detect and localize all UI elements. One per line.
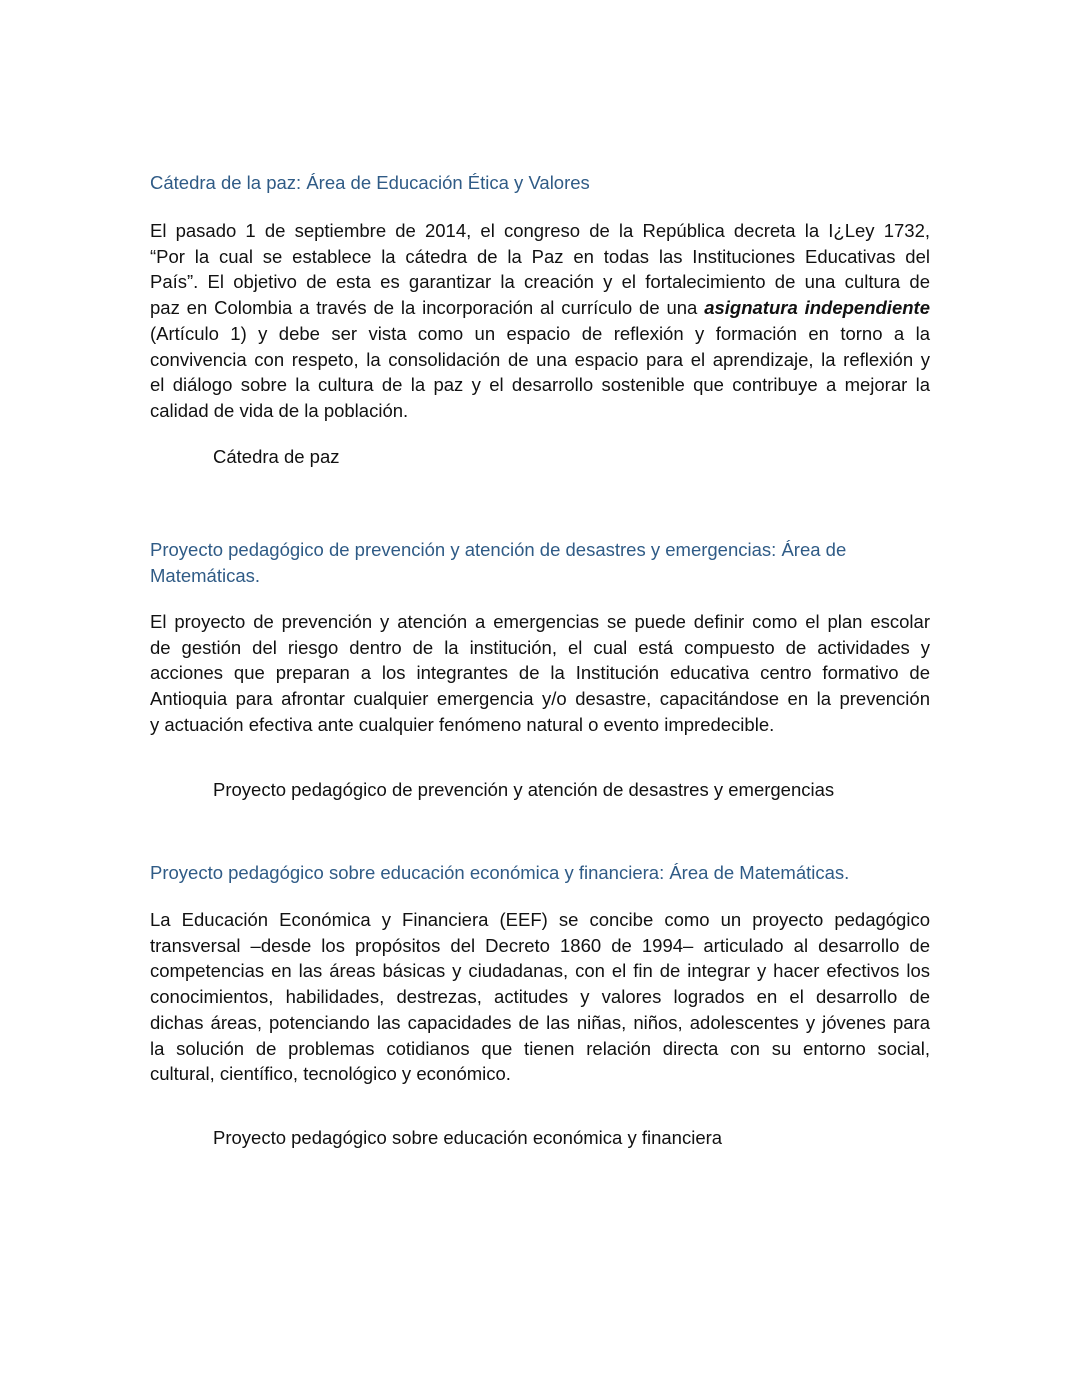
paragraph-line: convivencia con respeto, la consolidación de una espacio para el aprendizaje, la reflexión y bbox=[150, 348, 930, 370]
paragraph-line: cultural, científico, tecnológico y económico. bbox=[150, 1063, 511, 1085]
paragraph-line bbox=[150, 295, 930, 321]
heading-line: Matemáticas. bbox=[150, 564, 261, 586]
heading-line: Proyecto pedagógico sobre educación económica y financiera: Área de Matemáticas. bbox=[150, 862, 850, 883]
line-text: paz en Colombia a través de la incorporación al currículo de una bbox=[150, 297, 705, 319]
heading-line: Proyecto pedagógico de prevención y atención de desastres y emergencias: Área de bbox=[150, 539, 847, 560]
paragraph-line: competencias en las áreas básicas y ciudadanas, con el fin de integrar y hacer efectivos los bbox=[150, 960, 930, 982]
paragraph-line: de gestión del riesgo dentro de la institución, el cual está compuesto de actividades y bbox=[150, 636, 930, 658]
paragraph-catedra-paz bbox=[150, 218, 930, 424]
paragraph-line: la solución de problemas cotidianos que tienen relación directa con su entorno social, bbox=[150, 1037, 930, 1059]
heading-line: Cátedra de la paz: Área de Educación Ética y Valores bbox=[150, 172, 590, 193]
paragraph-line: dichas áreas, potenciando las capacidades de las niñas, niños, adolescentes y jóvenes para bbox=[150, 1011, 930, 1033]
sub-label-prevencion-desastres: Proyecto pedagógico de prevención y atención de desastres y emergencias bbox=[213, 779, 835, 800]
paragraph-line: transversal –desde los propósitos del Decreto 1860 de 1994– articulado al desarrollo de bbox=[150, 934, 930, 956]
paragraph-educacion-financiera bbox=[150, 907, 930, 1087]
section-heading-catedra-paz bbox=[150, 170, 930, 196]
paragraph-line: calidad de vida de la población. bbox=[150, 399, 409, 421]
paragraph-line: El pasado 1 de septiembre de 2014, el congreso de la República decreta la I¿Ley 1732, bbox=[150, 220, 930, 241]
section-heading-prevencion-desastres bbox=[150, 537, 930, 588]
paragraph-line: El proyecto de prevención y atención a emergencias se puede definir como el plan escolar bbox=[150, 611, 930, 632]
paragraph-line: (Artículo 1) y debe ser vista como un espacio de reflexión y formación en torno a la bbox=[150, 322, 930, 344]
sub-label-catedra-paz: Cátedra de paz bbox=[213, 446, 340, 467]
paragraph-line: y actuación efectiva ante cualquier fenómeno natural o evento impredecible. bbox=[150, 713, 775, 735]
paragraph-line: Antioquia para afrontar cualquier emergencia y/o desastre, capacitándose en la prevención bbox=[150, 688, 930, 710]
emphasis-text: asignatura independiente bbox=[704, 297, 930, 319]
paragraph-line: La Educación Económica y Financiera (EEF) se concibe como un proyecto pedagógico bbox=[150, 909, 930, 930]
paragraph-line: conocimientos, habilidades, destrezas, actitudes y valores logrados en el desarrollo de bbox=[150, 986, 930, 1008]
paragraph-line: País”. El objetivo de esta es garantizar la creación y el fortalecimiento de una cultura de bbox=[150, 271, 930, 293]
sub-label-educacion-financiera: Proyecto pedagógico sobre educación económica y financiera bbox=[213, 1127, 723, 1148]
paragraph-prevencion-desastres bbox=[150, 609, 930, 738]
section-heading-educacion-financiera bbox=[150, 860, 930, 886]
paragraph-line: acciones que preparan a los integrantes de la Institución educativa centro formativo de bbox=[150, 662, 930, 684]
paragraph-line: “Por la cual se establece la cátedra de la Paz en todas las Instituciones Educativas del bbox=[150, 245, 930, 267]
paragraph-line: el diálogo sobre la cultura de la paz y el desarrollo sostenible que contribuye a mejorar la bbox=[150, 374, 930, 396]
